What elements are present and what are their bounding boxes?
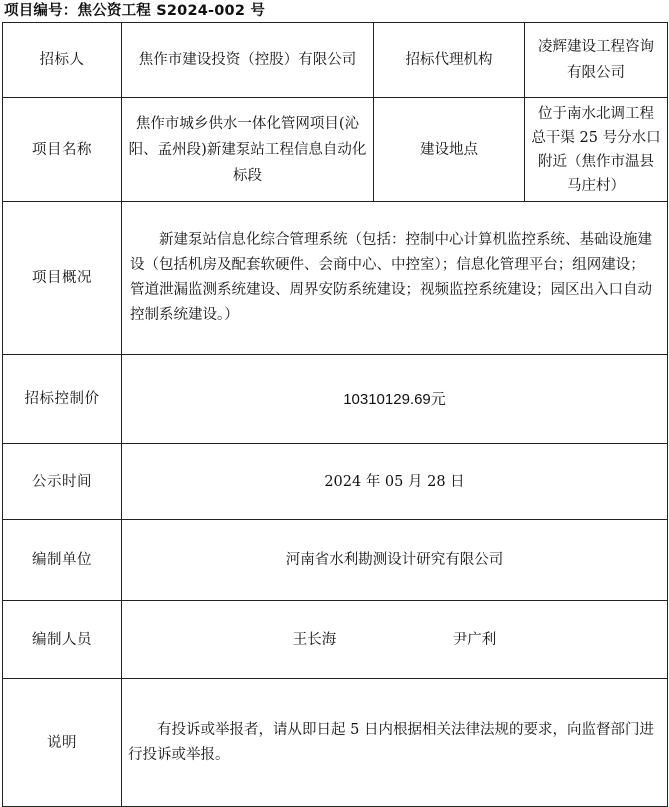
row-overview — [3, 202, 668, 355]
note-value: 有投诉或举报者，请从即日起 5 日内根据相关法律法规的要求，向监督部门进行投诉或举报。 — [122, 679, 668, 807]
tenderer-label: 招标人 — [3, 23, 122, 98]
tenderer-value: 焦作市建设投资（控股）有限公司 — [122, 23, 374, 98]
row-publicity — [3, 444, 668, 520]
project-number-value: 焦公资工程 S2024-002 号 — [77, 3, 266, 19]
project-number-label: 项目编号： — [4, 3, 78, 19]
location-value: 位于南水北调工程总干渠 25 号分水口附近（焦作市温县马庄村） — [525, 98, 668, 202]
price-amount: 10310129.69 — [343, 390, 431, 408]
staff-label: 编制人员 — [3, 601, 122, 679]
row-unit — [3, 520, 668, 601]
row-project — [3, 98, 668, 202]
row-tenderer — [3, 23, 668, 98]
overview-label: 项目概况 — [3, 202, 122, 355]
project-number-header — [4, 0, 265, 22]
unit-label: 编制单位 — [3, 520, 122, 601]
agency-value: 凌辉建设工程咨询有限公司 — [525, 23, 668, 98]
agency-label: 招标代理机构 — [374, 23, 525, 98]
project-name-label: 项目名称 — [3, 98, 122, 202]
bid-info-table — [2, 22, 668, 807]
staff-person-1: 王长海 — [292, 631, 337, 648]
price-unit: 元 — [430, 389, 446, 408]
price-label: 招标控制价 — [3, 355, 122, 444]
publicity-label: 公示时间 — [3, 444, 122, 520]
location-label: 建设地点 — [374, 98, 525, 202]
publicity-value: 2024 年 05 月 28 日 — [122, 444, 668, 520]
unit-value: 河南省水利勘测设计研究有限公司 — [122, 520, 668, 601]
project-name-value: 焦作市城乡供水一体化管网项目(沁阳、孟州段)新建泵站工程信息自动化标段 — [122, 98, 374, 202]
note-label: 说明 — [3, 679, 122, 807]
overview-value: 新建泵站信息化综合管理系统（包括：控制中心计算机监控系统、基础设施建设（包括机房及配套软硬件、会商中心、中控室）；信息化管理平台；组网建设；管道泄漏监测系统建设、周界安防系统建设；视频监控系统建设；园区出入口自动控制系统建设。） — [122, 202, 668, 355]
row-staff — [3, 601, 668, 679]
row-note — [3, 679, 668, 807]
row-price — [3, 355, 668, 444]
staff-value — [122, 601, 668, 679]
staff-person-2: 尹广利 — [452, 631, 497, 648]
price-value — [122, 355, 668, 444]
